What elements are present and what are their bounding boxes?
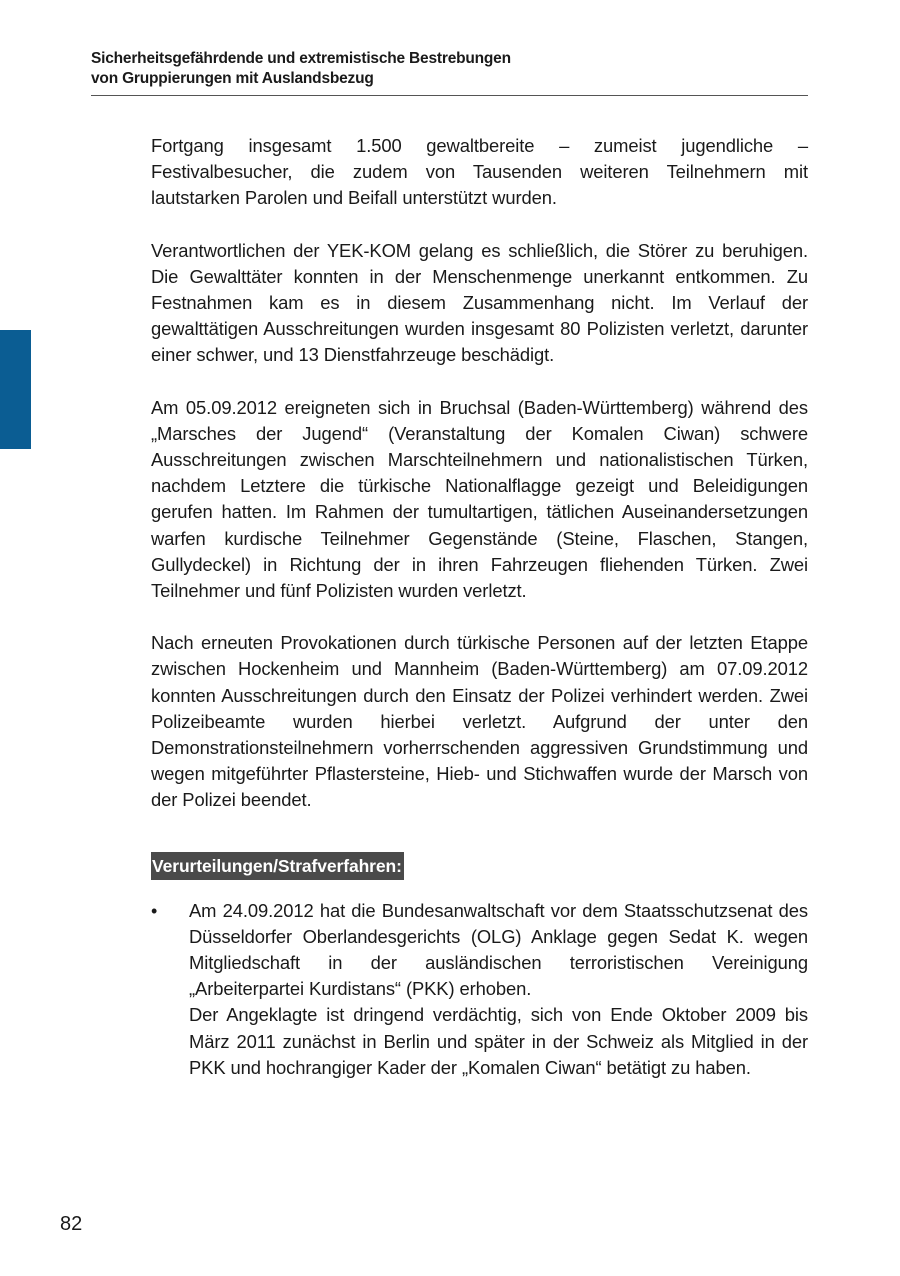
page-number: 82 [60,1213,83,1235]
header-line-2: von Gruppierungen mit Auslandsbezug [91,70,374,87]
header-line-1: Sicherheitsgefährdende und extremistische Bestrebungen [91,50,511,67]
page-body [151,133,808,1081]
running-header [91,49,808,89]
body-paragraph: Am 05.09.2012 ereigneten sich in Bruchsal (Baden-Württemberg) während des „Marsches der Jugend“ (Veranstaltung der Komalen Ciwan) schwere Ausschreitungen zwischen Marschteilnehmern und nationalistischen Türken, nachdem Letztere die türkische Nationalflagge gezeigt und Beleidigungen gerufen hatten. Im Rahmen der tumultartigen, tätlichen Auseinandersetzungen warfen kurdische Teilnehmer Gegenstände (Steine, Flaschen, Stangen, Gullydeckel) in Richtung der in ihren Fahrzeugen fliehenden Türken. Zwei Teilnehmer und fünf Polizisten wurden verletzt. [151,396,808,602]
body-paragraph: Verantwortlichen der YEK-KOM gelang es schließlich, die Störer zu beruhigen. Die Gewalttäter konnten in der Menschenmenge unerkannt entkommen. Zu Festnahmen kam es in diesem Zusammenhang nicht. Im Verlauf der gewalttätigen Ausschreitungen wurden insgesamt 80 Polizisten verletzt, darunter einer schwer, und 13 Dienstfahrzeuge beschädigt. [151,239,808,366]
header-divider [91,95,808,96]
section-heading: Verurteilungen/Strafverfahren: [151,852,404,880]
chapter-marker-tab [0,330,31,449]
list-item-continuation: Der Angeklagte ist dringend verdächtig, sich von Ende Oktober 2009 bis März 2011 zunächst in Berlin und später in der Schweiz als Mitglied in der PKK und hochrangiger Kader der „Komalen Ciwan“ betätigt zu haben. [189,1004,808,1078]
body-paragraph: Fortgang insgesamt 1.500 gewaltbereite – zumeist jugendliche – Festivalbesucher, die zudem von Tausenden weiteren Teilnehmern mit lautstarken Parolen und Beifall unterstützt wurden. [151,135,808,209]
body-paragraph: Nach erneuten Provokationen durch türkische Personen auf der letzten Etappe zwischen Hockenheim und Mannheim (Baden-Württemberg) am 07.09.2012 konnten Ausschreitungen durch den Einsatz der Polizei verhindert werden. Zwei Polizeibeamte wurden hierbei verletzt. Aufgrund der unter den Demonstrationsteilnehmern vorherrschenden aggressiven Grundstimmung und wegen mitgeführter Pflastersteine, Hieb- und Stichwaffen wurde der Marsch von der Polizei beendet. [151,632,808,811]
list-item [151,898,808,1081]
section-heading-wrapper [151,852,808,880]
bullet-icon: • [151,900,158,921]
list-item-text: Am 24.09.2012 hat die Bundesanwaltschaft vor dem Staatsschutzsenat des Düsseldorfer Oberlandesgerichts (OLG) Anklage gegen Sedat K. wegen Mitgliedschaft in der ausländischen terroristischen Vereinigung „Arbeiterpartei Kurdistans“ (PKK) erhoben. [189,899,808,1000]
